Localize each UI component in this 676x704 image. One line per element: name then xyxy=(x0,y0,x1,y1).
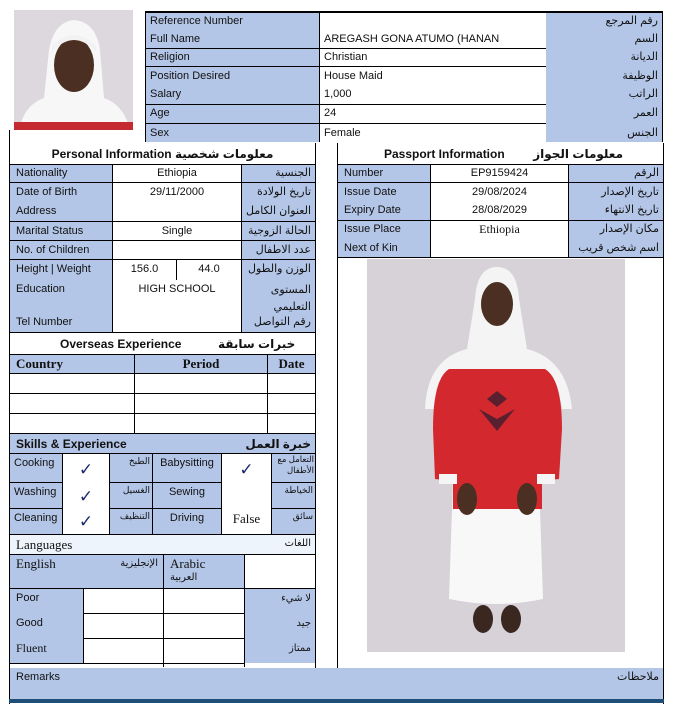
religion-label-ar: الديانة xyxy=(630,51,658,63)
overseas-row-3-date xyxy=(268,414,315,433)
level-poor-english xyxy=(84,590,163,612)
issue-place-label: Issue Place xyxy=(344,223,401,235)
issue-place-label-ar: مكان الإصدار xyxy=(599,223,659,235)
skill-cooking-label: Cooking xyxy=(14,457,55,469)
skill-cooking-check-icon: ✓ xyxy=(78,460,94,479)
language-arabic-label-ar: العربية xyxy=(170,572,198,583)
overseas-row-2-date xyxy=(268,394,315,413)
remarks-value xyxy=(12,686,652,698)
salary-label: Salary xyxy=(150,88,182,100)
skill-driving-label: Driving xyxy=(169,512,205,524)
language-english-label-ar: الإنجليزية xyxy=(120,558,158,569)
overseas-col-country: Country xyxy=(16,356,63,371)
tel-number-label-ar: رقم التواصل xyxy=(253,316,311,328)
passport-title-ar: معلومات الجواز xyxy=(533,147,623,161)
religion-label: Religion xyxy=(150,51,190,63)
skill-cleaning-label-ar: التنظيف xyxy=(119,511,150,521)
remarks-label: Remarks xyxy=(16,671,61,683)
marital-status-label-ar: الحالة الزوجية xyxy=(248,225,311,237)
languages-title-en: Languages xyxy=(16,537,73,552)
personal-info-title-ar: معلومات شخصية xyxy=(174,147,274,161)
position-label-ar: الوظيفة xyxy=(622,70,658,82)
skill-babysitting-check-icon: ✓ xyxy=(239,460,254,479)
overseas-row-1-country xyxy=(10,374,134,393)
full-body-photo xyxy=(367,259,625,652)
divider xyxy=(9,663,245,664)
religion-value: Christian xyxy=(324,51,368,63)
divider xyxy=(315,588,316,664)
children-label: No. of Children xyxy=(16,244,90,256)
skill-cleaning-check-icon: ✓ xyxy=(78,512,94,531)
skill-driving-value: False xyxy=(232,511,261,526)
sex-value: Female xyxy=(324,127,361,139)
level-good-label: Good xyxy=(16,617,43,629)
sex-label-ar: الجنس xyxy=(627,127,658,139)
education-label: Education xyxy=(16,283,65,295)
age-value: 24 xyxy=(324,107,337,119)
skill-cooking-label-ar: الطبخ xyxy=(128,456,150,466)
language-arabic-label: Arabic xyxy=(170,556,206,571)
education-value: HIGH SCHOOL xyxy=(138,283,216,295)
children-label-ar: عدد الاطفال xyxy=(255,244,311,256)
skill-cleaning-label: Cleaning xyxy=(14,512,58,524)
personal-info-title xyxy=(10,145,315,164)
issue-date-value: 29/08/2024 xyxy=(471,186,528,198)
next-of-kin-label: Next of Kin xyxy=(344,242,398,254)
overseas-col-date: Date xyxy=(278,356,305,371)
level-poor-label-ar: لا شيء xyxy=(281,593,311,604)
overseas-row-1-date xyxy=(268,374,315,393)
languages-title-ar: اللغات xyxy=(284,538,311,549)
age-label: Age xyxy=(150,107,170,119)
nationality-label: Nationality xyxy=(16,167,68,179)
issue-date-label: Issue Date xyxy=(344,186,397,198)
dob-value: 29/11/2000 xyxy=(149,186,205,198)
overseas-row-3-period xyxy=(135,414,267,433)
skill-sewing-label: Sewing xyxy=(168,486,206,498)
address-label: Address xyxy=(16,205,57,217)
personal-info-title-en: Personal Information xyxy=(51,147,172,161)
overseas-title-en: Overseas Experience xyxy=(60,337,182,351)
passport-title xyxy=(338,144,663,164)
education-label-ar: المستوى التعليمي xyxy=(270,284,311,313)
sex-label: Sex xyxy=(150,127,169,139)
headshot-photo xyxy=(14,10,133,130)
overseas-title xyxy=(10,334,315,354)
skill-washing-check-icon: ✓ xyxy=(78,487,94,506)
skill-driving-label-ar: سائق xyxy=(292,511,313,521)
level-fluent-arabic xyxy=(164,640,244,662)
level-poor-label: Poor xyxy=(16,592,40,604)
skills-title-en: Skills & Experience xyxy=(16,437,127,451)
expiry-date-value: 28/08/2029 xyxy=(471,204,528,216)
reference-number-label: Reference Number xyxy=(150,15,243,27)
dob-label-ar: تاريخ الولادة xyxy=(257,186,311,198)
level-fluent-english xyxy=(84,640,163,662)
address-label-ar: العنوان الكامل xyxy=(246,205,311,217)
overseas-row-3-country xyxy=(10,414,134,433)
reference-number-label-ar: رقم المرجع xyxy=(605,15,658,27)
divider xyxy=(9,332,316,333)
salary-label-ar: الراتب xyxy=(628,88,658,100)
skill-washing-label-ar: الغسيل xyxy=(122,485,150,495)
language-english-label: English xyxy=(16,556,56,571)
overseas-row-1-period xyxy=(135,374,267,393)
tel-number-label: Tel Number xyxy=(16,316,73,328)
level-good-english xyxy=(84,615,163,637)
level-fluent-label: Fluent xyxy=(16,641,47,655)
overseas-row-2-period xyxy=(135,394,267,413)
divider xyxy=(662,11,663,142)
level-poor-arabic xyxy=(164,590,244,612)
salary-value: 1,000 xyxy=(324,88,352,100)
full-name-value: AREGASH GONA ATUMO (HANAN xyxy=(324,33,500,45)
age-label-ar: العمر xyxy=(633,107,658,119)
skill-sewing-label-ar: الخياطة xyxy=(284,485,313,495)
skills-title-ar: خبرة العمل xyxy=(245,437,311,451)
passport-number-value: EP9159424 xyxy=(470,167,529,179)
passport-title-en: Passport Information xyxy=(384,147,505,161)
footer-bar xyxy=(9,699,664,703)
overseas-col-period: Period xyxy=(182,356,220,371)
dob-label: Date of Birth xyxy=(16,186,78,198)
issue-date-label-ar: تاريخ الإصدار xyxy=(601,186,659,198)
position-value: House Maid xyxy=(324,70,383,82)
height-value: 156.0 xyxy=(130,263,159,275)
issue-place-value: Ethiopia xyxy=(479,222,520,236)
position-label: Position Desired xyxy=(150,70,231,82)
passport-number-label-ar: الرقم xyxy=(633,167,659,179)
overseas-title-ar: خبرات سابقة xyxy=(218,337,296,351)
nationality-value: Ethiopia xyxy=(157,167,197,179)
skill-babysitting-label-ar: التعامل مع الأطفال xyxy=(277,454,314,475)
divider xyxy=(663,143,664,668)
level-good-label-ar: جيد xyxy=(296,618,311,629)
weight-value: 44.0 xyxy=(198,263,220,275)
height-weight-label: Height | Weight xyxy=(16,263,91,275)
level-good-arabic xyxy=(164,615,244,637)
remarks-label-ar: ملاحظات xyxy=(617,671,659,683)
passport-number-label: Number xyxy=(344,167,384,179)
marital-status-value: Single xyxy=(161,225,193,237)
skill-washing-label: Washing xyxy=(14,486,57,498)
full-name-label-ar: السم xyxy=(634,33,658,45)
nationality-label-ar: الجنسية xyxy=(275,167,311,179)
expiry-date-label: Expiry Date xyxy=(344,204,401,216)
skill-babysitting-label: Babysitting xyxy=(160,457,214,469)
height-weight-label-ar: الوزن والطول xyxy=(248,263,311,275)
divider xyxy=(244,588,316,589)
level-fluent-label-ar: ممتاز xyxy=(288,643,311,654)
expiry-date-label-ar: تاريخ الانتهاء xyxy=(604,204,659,216)
next-of-kin-label-ar: اسم شخص قريب xyxy=(578,242,659,254)
divider xyxy=(337,257,664,258)
marital-status-label: Marital Status xyxy=(16,225,84,237)
overseas-row-2-country xyxy=(10,394,134,413)
full-name-label: Full Name xyxy=(150,33,201,45)
